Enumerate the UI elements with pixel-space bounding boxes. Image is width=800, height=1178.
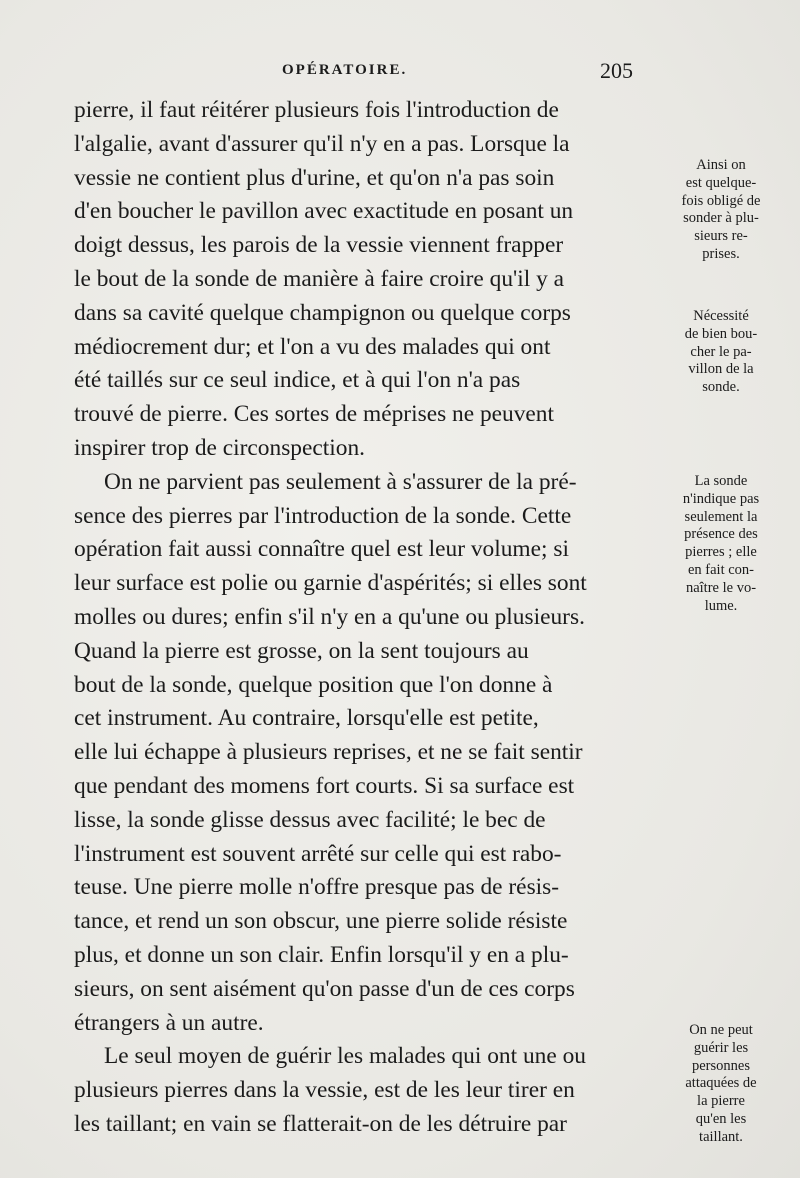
note-line: sieurs re- (694, 228, 748, 245)
note-line: pierres ; elle (685, 544, 757, 561)
note-line: La sonde (694, 473, 748, 489)
note-line: en fait con- (687, 561, 755, 578)
note-line: n'indique pas (682, 490, 760, 507)
margin-note-4 (662, 1022, 780, 1147)
text-line: pierre, il faut réitérer plusieurs fois l'introduction de (74, 97, 559, 123)
note-line: Ainsi on (696, 157, 746, 173)
text-line: Le seul moyen de guérir les malades qui ont une ou (104, 1043, 586, 1070)
note-line: villon de la (688, 361, 754, 378)
note-line: On ne peut (689, 1022, 753, 1038)
note-line: cher le pa- (690, 343, 752, 360)
text-line: sence des pierres par l'introduction de la sonde. Cette (74, 502, 572, 529)
text-line: l'algalie, avant d'assurer qu'il n'y en a pas. Lorsque la (74, 130, 570, 157)
note-line: sonde. (702, 379, 740, 396)
text-line: étrangers à un autre. (74, 1009, 264, 1036)
paragraph-1 (74, 94, 654, 466)
note-line: présence des (684, 526, 758, 543)
text-line: le bout de la sonde de manière à faire croire qu'il y a (74, 265, 565, 292)
text-line: médiocrement dur; et l'on a vu des malades qui ont (74, 333, 551, 360)
note-line: qu'en les (695, 1110, 747, 1127)
note-line: attaquées de (685, 1075, 757, 1092)
text-line: teuse. Une pierre molle n'offre presque pas de résis- (74, 874, 560, 901)
text-line: que pendant des momens fort courts. Si sa surface est (74, 772, 575, 799)
note-line: prises. (702, 245, 740, 262)
note-line: fois obligé de (681, 192, 761, 209)
note-line: naître le vo- (685, 579, 757, 596)
text-line: plus, et donne un son clair. Enfin lorsqu'il y en a plu- (74, 941, 569, 968)
text-line: trouvé de pierre. Ces sortes de méprises ne peuvent (74, 401, 554, 428)
text-line: tance, et rend un son obscur, une pierre solide résiste (74, 908, 568, 935)
text-line: leur surface est polie ou garnie d'aspérités; si elles sont (74, 570, 587, 597)
text-line: Quand la pierre est grosse, on la sent toujours au (74, 637, 529, 664)
running-head: OPÉRATOIRE. (282, 62, 408, 78)
text-line: les taillant; en vain se flatterait-on de les détruire par (74, 1110, 567, 1137)
text-line: dans sa cavité quelque champignon ou quelque corps (74, 299, 571, 326)
margin-note-3 (662, 473, 780, 615)
note-line: est quelque- (685, 174, 757, 191)
text-line: été taillés sur ce seul indice, et à qui l'on n'a pas (74, 367, 521, 394)
body-text (74, 94, 654, 1142)
note-line: sonder à plu- (683, 210, 759, 227)
note-line: seulement la (684, 508, 758, 525)
text-line: doigt dessus, les parois de la vessie viennent frapper (74, 232, 564, 259)
text-line: elle lui échappe à plusieurs reprises, et ne se fait sentir (74, 739, 583, 766)
text-line: molles ou dures; enfin s'il n'y en a qu'une ou plusieurs. (74, 603, 585, 630)
text-line: On ne parvient pas seulement à s'assurer de la pré- (104, 468, 577, 495)
page-number: 205 (600, 58, 633, 83)
text-line: l'instrument est souvent arrêté sur celle qui est rabo- (74, 840, 562, 867)
note-line: taillant. (699, 1128, 743, 1145)
note-line: personnes (692, 1057, 750, 1074)
note-line: Nécessité (693, 308, 749, 324)
text-line: bout de la sonde, quelque position que l'on donne à (74, 671, 553, 698)
paragraph-3 (74, 1040, 654, 1141)
note-line: de bien bou- (684, 325, 758, 342)
text-line: vessie ne contient plus d'urine, et qu'on n'a pas soin (74, 164, 555, 191)
paragraph-2 (74, 466, 654, 1041)
margin-note-1 (662, 157, 780, 264)
text-line: opération fait aussi connaître quel est leur volume; si (74, 536, 569, 563)
text-line: inspirer trop de circonspection. (74, 434, 365, 461)
note-line: guérir les (693, 1039, 749, 1056)
margin-note-2 (662, 308, 780, 397)
text-line: cet instrument. Au contraire, lorsqu'elle est petite, (74, 705, 539, 732)
note-line: lume. (704, 597, 738, 614)
note-line: la pierre (697, 1093, 745, 1110)
text-line: sieurs, on sent aisément qu'on passe d'un de ces corps (74, 975, 575, 1002)
text-line: plusieurs pierres dans la vessie, est de les leur tirer en (74, 1077, 575, 1104)
text-line: d'en boucher le pavillon avec exactitude en posant un (74, 198, 574, 225)
text-line: lisse, la sonde glisse dessus avec facilité; le bec de (74, 806, 546, 833)
